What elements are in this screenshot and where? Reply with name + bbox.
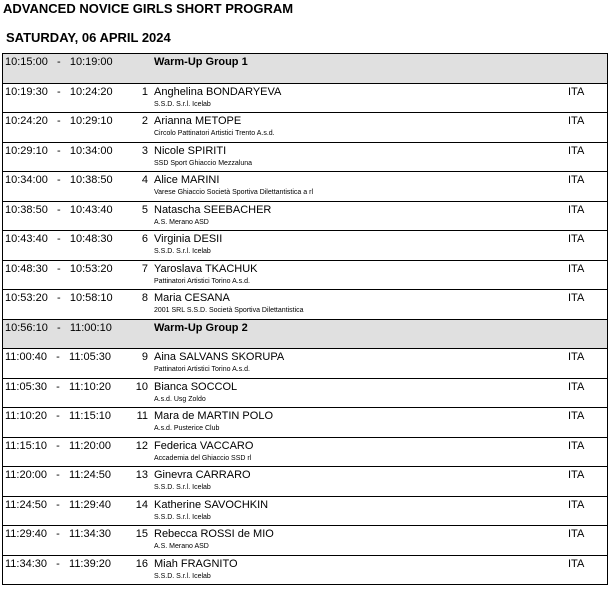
time-range [5, 528, 111, 540]
schedule-table [2, 53, 608, 585]
end-time: 10:24:20 [69, 85, 113, 98]
skater-name: Nicole SPIRITI [154, 144, 227, 157]
skater-row [3, 379, 607, 409]
start-time: 10:15:00 [5, 56, 48, 68]
skater-row [3, 261, 607, 291]
time-separator: - [47, 410, 70, 422]
start-number: 1 [141, 85, 148, 98]
skater-name: Miah FRAGNITO [154, 557, 238, 570]
skater-row [3, 172, 607, 202]
end-time: 11:24:50 [69, 469, 112, 481]
nation-code: ITA [568, 203, 585, 216]
skater-name: Katherine SAVOCHKIN [154, 498, 269, 511]
club-name: A.s.d. Pusterice Club [154, 425, 220, 432]
warmup-row [3, 320, 607, 350]
club-name: Accademia del Ghiaccio SSD rl [154, 454, 252, 462]
skater-name: Virginia DESII [154, 233, 223, 245]
end-time: 10:29:10 [69, 115, 113, 127]
skater-row [3, 438, 607, 468]
start-time: 10:29:10 [5, 144, 48, 157]
skater-row [3, 526, 607, 556]
start-time: 10:19:30 [5, 85, 48, 98]
skater-row [3, 84, 607, 114]
time-range [5, 86, 113, 98]
skater-name: Anghelina BONDARYEVA [154, 85, 282, 98]
start-number: 7 [141, 262, 148, 275]
time-separator: - [47, 469, 70, 481]
time-separator: - [47, 174, 70, 186]
skater-row [3, 349, 607, 379]
time-range [5, 56, 113, 68]
time-separator: - [47, 56, 70, 68]
nation-code: ITA [568, 439, 585, 452]
start-number: 3 [141, 144, 148, 157]
time-range [5, 204, 113, 216]
start-number: 13 [135, 469, 148, 481]
nation-code: ITA [568, 292, 585, 304]
nation-code: ITA [568, 85, 585, 98]
club-name: Pattinatori Artistici Torino A.s.d. [154, 366, 250, 373]
start-time: 11:34:30 [5, 557, 48, 570]
club-name: S.S.D. S.r.l. Icelab [154, 100, 211, 108]
nation-code: ITA [568, 144, 585, 157]
club-name: S.S.D. S.r.l. Icelab [154, 248, 211, 255]
nation-code: ITA [568, 498, 585, 511]
start-time: 10:38:50 [5, 203, 48, 216]
warmup-label: Warm-Up Group 1 [154, 56, 248, 68]
nation-code: ITA [568, 115, 585, 127]
end-time: 10:58:10 [69, 292, 113, 304]
skater-name: Mara de MARTIN POLO [154, 410, 273, 422]
time-separator: - [47, 351, 70, 363]
club-name: 2001 SRL S.S.D. Società Sportiva Dilettantistica [154, 307, 304, 314]
club-name: A.S. Merano ASD [154, 543, 209, 550]
club-name: A.s.d. Usg Zoldo [154, 395, 206, 403]
time-separator: - [47, 380, 70, 393]
start-time: 10:48:30 [5, 262, 48, 275]
time-range [5, 115, 113, 127]
start-time: 10:53:20 [5, 292, 48, 304]
time-separator: - [47, 85, 70, 98]
time-range [5, 174, 113, 186]
time-range [5, 381, 111, 393]
time-range [5, 233, 113, 245]
skater-name: Maria CESANA [154, 292, 230, 304]
nation-code: ITA [568, 469, 585, 481]
time-range [5, 558, 111, 570]
start-time: 11:20:00 [5, 469, 48, 481]
start-number: 16 [135, 557, 148, 570]
time-separator: - [47, 321, 70, 334]
nation-code: ITA [568, 351, 585, 363]
skater-row [3, 556, 607, 586]
time-range [5, 351, 111, 363]
time-separator: - [47, 528, 70, 540]
start-number: 8 [141, 292, 148, 304]
time-range [5, 322, 112, 334]
club-name: Varese Ghiaccio Società Sportiva Dilettantistica a rl [154, 189, 313, 196]
start-time: 11:10:20 [5, 410, 48, 422]
end-time: 10:34:00 [69, 144, 113, 157]
nation-code: ITA [568, 410, 585, 422]
club-name: Circolo Pattinatori Artistici Trento A.s.d. [154, 130, 275, 137]
time-separator: - [47, 262, 70, 275]
end-time: 11:29:40 [69, 498, 112, 511]
club-name: SSD Sport Ghiaccio Mezzaluna [154, 159, 253, 167]
end-time: 11:00:10 [69, 321, 112, 334]
start-number: 12 [135, 439, 148, 452]
start-number: 15 [135, 528, 148, 540]
start-time: 10:43:40 [5, 233, 48, 245]
club-name: Pattinatori Artistici Torino A.s.d. [154, 277, 250, 285]
end-time: 11:10:20 [69, 380, 112, 393]
end-time: 11:20:00 [69, 439, 112, 452]
start-number: 6 [141, 233, 148, 245]
skater-name: Yaroslava TKACHUK [154, 262, 258, 275]
start-time: 10:56:10 [5, 321, 48, 334]
start-time: 11:24:50 [5, 498, 48, 511]
skater-name: Arianna METOPE [154, 115, 242, 127]
warmup-row [3, 54, 607, 84]
time-separator: - [47, 498, 70, 511]
skater-row [3, 231, 607, 261]
club-name: A.S. Merano ASD [154, 218, 209, 226]
end-time: 10:38:50 [69, 174, 113, 186]
nation-code: ITA [568, 528, 585, 540]
nation-code: ITA [568, 174, 585, 186]
start-number: 4 [141, 174, 148, 186]
end-time: 10:19:00 [69, 56, 113, 68]
time-range [5, 292, 113, 304]
start-number: 9 [141, 351, 148, 363]
nation-code: ITA [568, 380, 585, 393]
end-time: 10:48:30 [69, 233, 113, 245]
time-range [5, 263, 113, 275]
skater-name: Bianca SOCCOL [154, 380, 238, 393]
event-date: SATURDAY, 06 APRIL 2024 [6, 30, 171, 45]
time-separator: - [47, 144, 70, 157]
end-time: 10:43:40 [69, 203, 113, 216]
start-number: 2 [141, 115, 148, 127]
time-range [5, 440, 111, 452]
skater-name: Natascha SEEBACHER [154, 203, 272, 216]
end-time: 11:15:10 [69, 410, 112, 422]
start-time: 11:00:40 [5, 351, 48, 363]
time-separator: - [47, 557, 70, 570]
skater-row [3, 408, 607, 438]
nation-code: ITA [568, 557, 585, 570]
start-time: 11:29:40 [5, 528, 48, 540]
start-time: 11:05:30 [5, 380, 48, 393]
nation-code: ITA [568, 233, 585, 245]
page-title: ADVANCED NOVICE GIRLS SHORT PROGRAM [3, 1, 294, 16]
time-range [5, 499, 111, 511]
time-range [5, 145, 113, 157]
start-number: 11 [136, 410, 148, 422]
time-range [5, 410, 111, 422]
skater-row [3, 467, 607, 497]
time-separator: - [47, 439, 70, 452]
skater-name: Rebecca ROSSI de MIO [154, 528, 274, 540]
time-separator: - [47, 233, 70, 245]
start-number: 10 [135, 380, 148, 393]
start-number: 5 [141, 203, 148, 216]
time-range [5, 469, 111, 481]
start-time: 10:34:00 [5, 174, 48, 186]
skater-name: Federica VACCARO [154, 439, 254, 452]
start-number: 14 [135, 498, 148, 511]
skater-row [3, 143, 607, 173]
time-separator: - [47, 115, 70, 127]
club-name: S.S.D. S.r.l. Icelab [154, 572, 211, 580]
club-name: S.S.D. S.r.l. Icelab [154, 513, 211, 521]
end-time: 10:53:20 [69, 262, 113, 275]
time-separator: - [47, 203, 70, 216]
skater-row [3, 290, 607, 320]
end-time: 11:05:30 [69, 351, 112, 363]
nation-code: ITA [568, 262, 585, 275]
end-time: 11:39:20 [69, 557, 112, 570]
start-time: 11:15:10 [5, 439, 48, 452]
end-time: 11:34:30 [69, 528, 112, 540]
time-separator: - [47, 292, 70, 304]
club-name: S.S.D. S.r.l. Icelab [154, 484, 211, 491]
skater-name: Alice MARINI [154, 174, 220, 186]
skater-name: Ginevra CARRARO [154, 469, 251, 481]
skater-row [3, 497, 607, 527]
start-time: 10:24:20 [5, 115, 48, 127]
skater-row [3, 113, 607, 143]
warmup-label: Warm-Up Group 2 [154, 321, 248, 334]
skater-row [3, 202, 607, 232]
skater-name: Aina SALVANS SKORUPA [154, 351, 285, 363]
